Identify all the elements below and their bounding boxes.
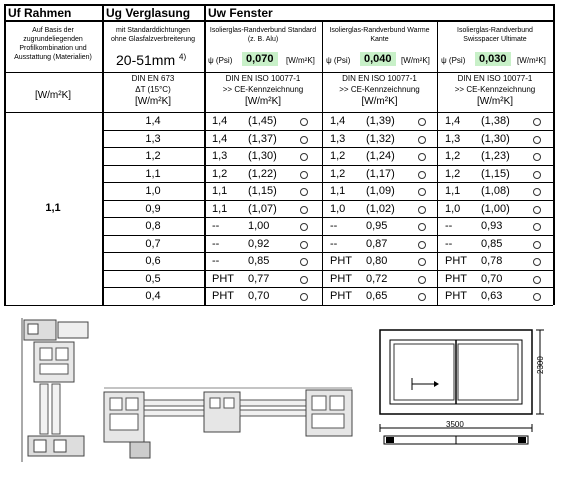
uw-value-main: 0,78: [481, 255, 503, 268]
uf-unit: [W/m²K]: [34, 90, 72, 101]
uw-value-main: 1,00: [248, 220, 270, 233]
uw-value-main: (1,08): [481, 185, 510, 198]
variant-unit-2: [W/m²K]: [476, 96, 514, 107]
uw-value-prefix: 1,2: [445, 167, 461, 180]
radio-circle-icon: [418, 293, 426, 301]
grid-line: [437, 20, 438, 305]
uw-value-main: 0,63: [481, 290, 503, 303]
grid-line: [4, 20, 553, 22]
radio-circle-icon: [533, 223, 541, 231]
uw-value-main: 0,85: [481, 237, 503, 250]
uw-value-prefix: --: [330, 220, 338, 233]
radio-circle-icon: [300, 206, 308, 214]
radio-circle-icon: [533, 188, 541, 196]
uw-value-prefix: --: [330, 237, 338, 250]
radio-circle-icon: [533, 241, 541, 249]
uw-value-main: (1,37): [248, 132, 277, 145]
radio-circle-icon: [533, 118, 541, 126]
grid-line: [4, 112, 553, 113]
radio-circle-icon: [300, 276, 308, 284]
ug-range: [116, 52, 186, 68]
radio-circle-icon: [300, 136, 308, 144]
uw-value-main: (1,15): [481, 167, 510, 180]
uw-value-main: 0,65: [366, 290, 388, 303]
grid-line: [102, 217, 553, 218]
radio-circle-icon: [533, 153, 541, 161]
uw-value-prefix: 1,2: [212, 167, 228, 180]
profile-section-drawing: [10, 316, 100, 466]
ug-unit: [W/m²K]: [134, 96, 172, 107]
uw-value-prefix: 1,0: [445, 202, 461, 215]
grid-line: [204, 4, 206, 305]
grid-line: [322, 20, 323, 305]
uw-value-prefix: 1,3: [330, 132, 346, 145]
radio-circle-icon: [533, 293, 541, 301]
ug-value-cell: 1,1: [145, 167, 161, 180]
uw-value-prefix: 1,1: [212, 202, 228, 215]
uw-value-prefix: 1,2: [330, 167, 346, 180]
grid-line: [102, 130, 553, 131]
uw-value-main: (1,38): [481, 115, 510, 127]
ug-value-cell: 0,6: [145, 255, 161, 268]
radio-circle-icon: [300, 241, 308, 249]
window-elevation-drawing: [376, 326, 556, 450]
uw-value-main: (1,32): [366, 132, 395, 145]
ug-value-cell: 1,0: [145, 185, 161, 198]
radio-circle-icon: [418, 223, 426, 231]
uw-value-prefix: PHT: [212, 272, 234, 285]
radio-circle-icon: [418, 258, 426, 266]
ug-norm-line1: DIN EN 673: [131, 74, 175, 83]
ug-header: Ug Verglasung: [106, 6, 191, 20]
grid-line: [102, 165, 553, 166]
radio-circle-icon: [533, 171, 541, 179]
variant-unit-1: [W/m²K]: [361, 96, 398, 107]
radio-circle-icon: [418, 241, 426, 249]
uw-value-main: 0,92: [248, 237, 270, 250]
uw-value-main: (1,30): [481, 132, 510, 145]
horizontal-section-drawing: [100, 384, 360, 464]
grid-line: [4, 305, 553, 306]
drawing-width-label: 3500: [446, 420, 464, 429]
uw-value-main: (1,17): [366, 167, 395, 180]
variant-psi-unit-2: [W/m²K]: [517, 56, 546, 65]
radio-circle-icon: [418, 118, 426, 126]
variant-unit-0: [W/m²K]: [244, 96, 282, 107]
uw-value-prefix: 1,4: [212, 132, 228, 145]
uw-value-prefix: 1,4: [330, 115, 346, 127]
radio-circle-icon: [533, 136, 541, 144]
uw-value-main: (1,09): [366, 185, 395, 198]
uw-value-prefix: 1,2: [445, 150, 461, 163]
uw-value-main: (1,02): [366, 202, 395, 215]
variant-norm2-2: >> CE-Kennzeichnung: [454, 85, 536, 94]
uw-value-main: 0,70: [481, 272, 503, 285]
uw-value-prefix: 1,3: [445, 132, 461, 145]
uw-value-prefix: --: [212, 237, 220, 250]
uw-value-main: (1,39): [366, 115, 395, 127]
radio-circle-icon: [533, 258, 541, 266]
variant-norm1-2: DIN EN ISO 10077-1: [457, 74, 533, 83]
uw-value-prefix: 1,2: [330, 150, 346, 163]
uw-value-main: (1,00): [481, 202, 510, 215]
uw-value-main: 0,87: [366, 237, 388, 250]
variant-psi-unit-0: [W/m²K]: [286, 56, 315, 65]
uw-value-main: 0,93: [481, 220, 503, 233]
uw-value-main: 0,77: [248, 272, 270, 285]
variant-psi-value-0: 0,070: [242, 52, 278, 66]
uw-value-prefix: 1,3: [212, 150, 228, 163]
variant-psi-label-1: ψ (Psi): [326, 56, 351, 65]
radio-circle-icon: [418, 171, 426, 179]
drawing-height-label: 2300: [536, 356, 545, 374]
variant-norm1-0: DIN EN ISO 10077-1: [225, 74, 301, 83]
ug-value-cell: 0,9: [145, 202, 161, 215]
uw-value-prefix: PHT: [330, 290, 352, 303]
ug-value-cell: 1,3: [145, 132, 161, 145]
grid-line: [553, 4, 555, 305]
uw-value-prefix: --: [212, 220, 220, 233]
radio-circle-icon: [300, 223, 308, 231]
ug-norm-line2: ΔT (15°C): [135, 85, 171, 94]
variant-norm1-1: DIN EN ISO 10077-1: [342, 74, 417, 83]
grid-line: [4, 4, 553, 6]
ug-value-cell: 0,8: [145, 220, 161, 233]
uw-value-prefix: --: [445, 220, 453, 233]
radio-circle-icon: [300, 171, 308, 179]
uf-description: Auf Basis der zugrundeliegenden Profilkombination und Ausstattung (Materialien): [14, 27, 92, 61]
uw-value-prefix: 1,1: [445, 185, 461, 198]
uw-value-prefix: PHT: [330, 255, 352, 268]
ug-value-cell: 1,4: [145, 115, 161, 127]
ug-range-footnote: 4): [179, 52, 187, 62]
uw-value-main: (1,30): [248, 150, 277, 163]
grid-line: [102, 235, 553, 236]
uw-value-prefix: PHT: [445, 272, 467, 285]
grid-line: [4, 72, 553, 73]
grid-line: [102, 270, 553, 271]
uw-value-main: (1,22): [248, 167, 277, 180]
radio-circle-icon: [533, 206, 541, 214]
ug-description: mit Standarddichtungen ohne Glasfalzverbreiterung: [110, 27, 196, 43]
uf-header: Uf Rahmen: [8, 6, 72, 20]
radio-circle-icon: [300, 118, 308, 126]
radio-circle-icon: [300, 293, 308, 301]
uw-value-main: (1,07): [248, 202, 277, 215]
radio-circle-icon: [418, 206, 426, 214]
uw-value-prefix: PHT: [330, 272, 352, 285]
variant-psi-label-2: ψ (Psi): [441, 56, 466, 65]
grid-line: [102, 147, 553, 148]
uw-value-main: (1,15): [248, 185, 277, 198]
uw-value-prefix: --: [212, 255, 220, 268]
uw-value-prefix: 1,1: [330, 185, 346, 198]
uf-value: 1,1: [45, 202, 61, 214]
radio-circle-icon: [418, 276, 426, 284]
variant-title-0: Isolierglas-Randverbund Standard (z. B. Alu): [209, 27, 317, 43]
variant-psi-value-1: 0,040: [360, 52, 396, 66]
uw-value-prefix: --: [445, 237, 453, 250]
uw-value-prefix: 1,4: [445, 115, 461, 127]
uw-value-main: 0,80: [366, 255, 388, 268]
uw-value-prefix: 1,0: [330, 202, 346, 215]
grid-line: [102, 200, 553, 201]
radio-circle-icon: [418, 188, 426, 196]
radio-circle-icon: [533, 276, 541, 284]
uw-value-main: (1,24): [366, 150, 395, 163]
ug-value-cell: 1,2: [145, 150, 161, 163]
variant-psi-unit-1: [W/m²K]: [401, 56, 430, 65]
uw-header: Uw Fenster: [208, 6, 273, 20]
grid-line: [102, 252, 553, 253]
grid-line: [102, 287, 553, 288]
variant-title-2: Isolierglas-Randverbund Swisspacer Ultimate: [457, 27, 533, 43]
uw-value-main: 0,85: [248, 255, 270, 268]
variant-title-1: Isolierglas-Randverbund Warme Kante: [329, 27, 430, 43]
variant-psi-value-2: 0,030: [475, 52, 511, 66]
variant-psi-label-0: ψ (Psi): [208, 56, 233, 65]
uw-value-main: 0,72: [366, 272, 388, 285]
radio-circle-icon: [418, 153, 426, 161]
radio-circle-icon: [300, 188, 308, 196]
variant-norm2-1: >> CE-Kennzeichnung: [339, 85, 420, 94]
uw-value-main: (1,45): [248, 115, 277, 127]
radio-circle-icon: [418, 136, 426, 144]
variant-norm2-0: >> CE-Kennzeichnung: [222, 85, 304, 94]
ug-value-cell: 0,5: [145, 272, 161, 285]
uw-value-prefix: 1,1: [212, 185, 228, 198]
uw-value-prefix: 1,4: [212, 115, 228, 127]
uw-value-main: (1,23): [481, 150, 510, 163]
ug-value-cell: 0,7: [145, 237, 161, 250]
radio-circle-icon: [300, 258, 308, 266]
uw-value-main: 0,70: [248, 290, 270, 303]
uw-value-prefix: PHT: [212, 290, 234, 303]
radio-circle-icon: [300, 153, 308, 161]
ug-range-text: 20-51mm: [116, 52, 176, 68]
ug-value-cell: 0,4: [145, 290, 161, 303]
grid-line: [102, 182, 553, 183]
uw-value-main: 0,95: [366, 220, 388, 233]
uw-value-prefix: PHT: [445, 290, 467, 303]
uw-value-prefix: PHT: [445, 255, 467, 268]
